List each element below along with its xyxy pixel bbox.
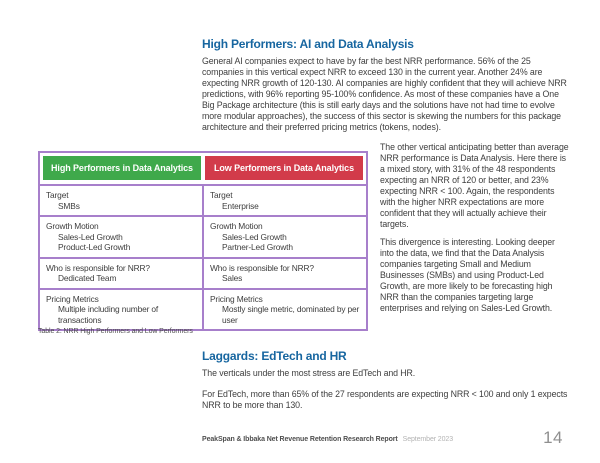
cell-label: Target: [46, 190, 69, 200]
cell-item: Dedicated Team: [58, 273, 117, 283]
table-row: [40, 288, 366, 330]
footer-date: September 2023: [402, 436, 453, 443]
cell-label: Growth Motion: [210, 221, 263, 231]
sidebar-column: [380, 142, 569, 321]
cell-item: Mostly single metric, dominated by per user: [222, 304, 360, 325]
table-caption: Table 2: NRR High Performers and Low Performers: [38, 328, 193, 335]
sidebar-paragraph-2: This divergence is interesting. Looking deeper into the data, we find that the Data Analysis companies targeting Small and Medium Businesses (SMBs) and using Product-Led Growth, are more likely to be forecasting high NRR than the companies targeting large enterprises and relying on Sales-Led Growth.: [380, 237, 555, 313]
cell-item: Multiple including number of transactions: [58, 304, 159, 325]
table-cell-high-pricing-metrics: [40, 290, 204, 330]
laggards-paragraph-1: The verticals under the most stress are EdTech and HR.: [202, 368, 416, 378]
section-body-high-performers: General AI companies expect to have by far the best NRR performance. 56% of the 25 companies in this vertical expect NRR to exceed 130 in the current year. Another 24% are expecting NRR growth of 120-130. AI companies are highly confident that they will achieve NRR predictions, with 96% reporting 95-100% confidence. As most of these companies have a One Big Package architecture (this is still early days and the solutions have not had time to evolve more modular approaches), the success of this sector is skewing the numbers for this package architecture and their preferred pricing metrics (tokens, nodes).: [202, 56, 567, 132]
table-row: [40, 257, 366, 288]
cell-item: Sales-Led Growth: [58, 231, 123, 242]
footer-report-title: PeakSpan & Ibbaka Net Revenue Retention Research Report: [202, 436, 398, 443]
sidebar-paragraph-1: The other vertical anticipating better than average NRR performance is Data Analysis. Here there is a mixed story, with 31% of the 48 respondents expecting an NRR of 120 or better, and 23% expecting NRR < 100. Again, the respondents with the higher NRR expectations are more confident that they will actually achieve their targets.: [380, 142, 569, 229]
table-cell-low-growth-motion: [204, 217, 366, 257]
table-cell-low-nrr-responsibility: [204, 259, 366, 288]
cell-item: Sales: [222, 273, 243, 283]
table-cell-high-growth-motion: [40, 217, 204, 257]
cell-label: Target: [210, 190, 233, 200]
cell-label: Growth Motion: [46, 221, 99, 231]
table-header-high-performers: High Performers in Data Analytics: [43, 156, 201, 180]
comparison-table: [38, 151, 368, 331]
cell-label: Pricing Metrics: [46, 293, 99, 304]
table-header-low-performers: Low Performers in Data Analytics: [205, 156, 363, 180]
section-high-performers: [202, 37, 568, 133]
section-title-laggards: Laggards: EdTech and HR: [202, 349, 347, 363]
table-row: [40, 184, 366, 215]
table-cell-high-nrr-responsibility: [40, 259, 204, 288]
cell-item: Sales-Led Growth: [222, 231, 287, 242]
table-header-row: [43, 156, 363, 180]
cell-item: Product-Led Growth: [58, 242, 131, 252]
footer: [202, 436, 453, 443]
section-laggards: [202, 349, 572, 421]
table-row: [40, 215, 366, 257]
section-title-high-performers: High Performers: AI and Data Analysis: [202, 37, 414, 51]
cell-item: SMBs: [58, 200, 80, 211]
cell-label: Pricing Metrics: [210, 293, 263, 304]
cell-item: Enterprise: [222, 200, 259, 211]
cell-item: Partner-Led Growth: [222, 242, 293, 252]
laggards-paragraph-2: For EdTech, more than 65% of the 27 respondents are expecting NRR < 100 and only 1 expects NRR to be more than 130.: [202, 389, 568, 410]
page-number: 14: [543, 428, 563, 447]
cell-label: Who is responsible for NRR?: [210, 262, 314, 273]
table-cell-low-pricing-metrics: [204, 290, 366, 330]
table-cell-high-target: [40, 186, 204, 215]
table-cell-low-target: [204, 186, 366, 215]
cell-label: Who is responsible for NRR?: [46, 262, 150, 273]
